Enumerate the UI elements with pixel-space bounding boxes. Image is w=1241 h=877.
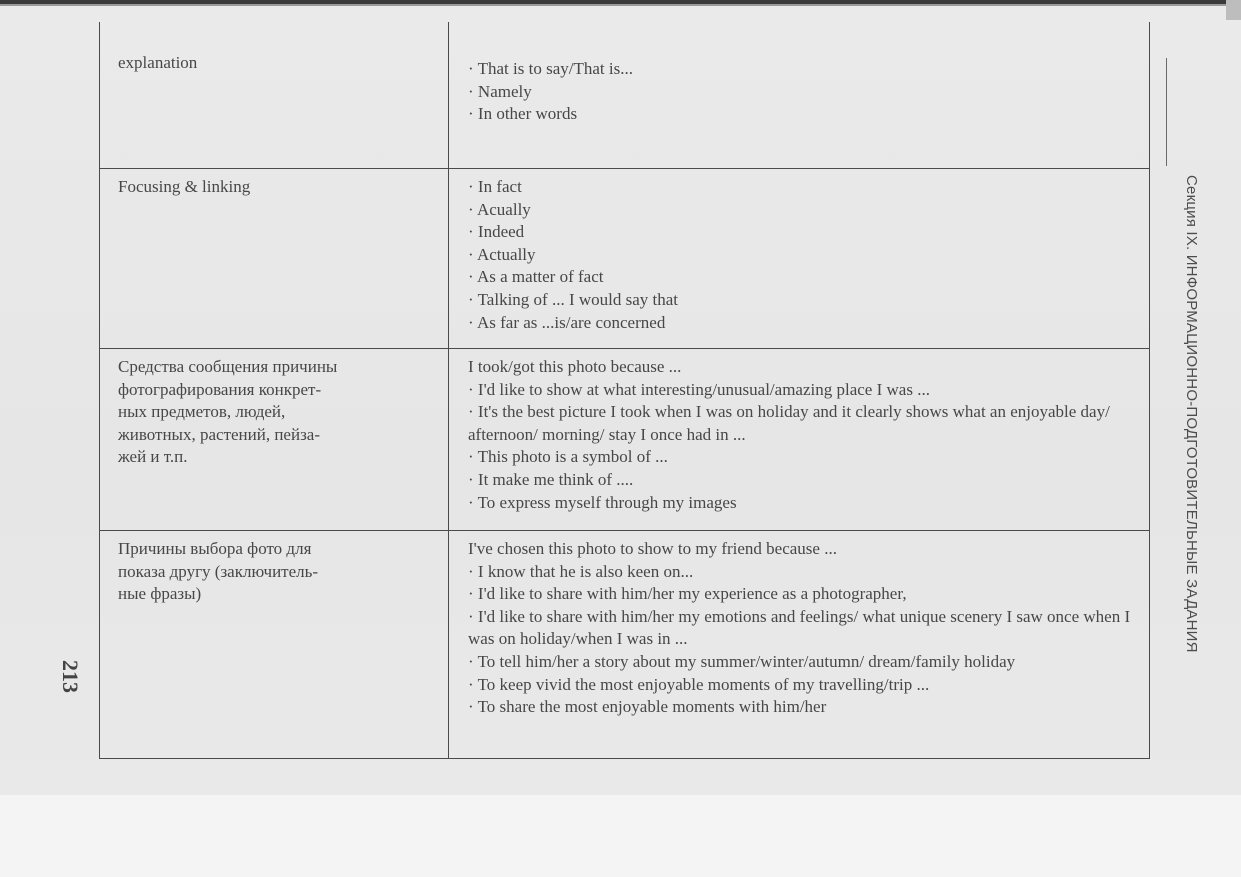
row-label: [100, 22, 449, 169]
table-row: [100, 349, 1150, 531]
list-item: · Actually: [468, 244, 1131, 267]
label-text: жей и т.п.: [118, 447, 188, 467]
list-item: · In other words: [468, 103, 1131, 126]
row-content: [449, 531, 1150, 759]
row-content: [449, 22, 1150, 169]
list-item: · This photo is a symbol of ...: [468, 446, 1131, 469]
label-text: ные фразы): [118, 584, 202, 604]
row-label: [100, 169, 449, 349]
list-item: · To tell him/her a story about my summer/winter/autumn/ dream/family holiday: [468, 651, 1131, 674]
list-item: · To share the most enjoyable moments with him/her: [468, 696, 1131, 719]
list-item: · It make me think of ....: [468, 469, 1131, 492]
page-corner: [1226, 0, 1241, 20]
row-content: [449, 349, 1150, 531]
label-text: ных предметов, людей,: [118, 402, 286, 422]
table-row: [100, 22, 1150, 169]
label-text: explanation: [118, 53, 198, 72]
list-item: · To express myself through my images: [468, 492, 1131, 515]
list-item: · Namely: [468, 81, 1131, 104]
label-text: животных, растений, пейза-: [118, 424, 320, 444]
list-item: · I'd like to share with him/her my emotions and feelings/ what unique scenery I saw once when I was on holiday/when I was in ...: [468, 606, 1131, 651]
row-content: [449, 169, 1150, 349]
list-item: · I know that he is also keen on...: [468, 561, 1131, 584]
table-row: [100, 169, 1150, 349]
list-item: · To keep vivid the most enjoyable moments of my travelling/trip ...: [468, 674, 1131, 697]
table-row: [100, 531, 1150, 759]
list-item: · I'd like to share with him/her my experience as a photographer,: [468, 583, 1131, 606]
row-label: [100, 531, 449, 759]
side-rule: [1166, 58, 1167, 166]
label-text: Причины выбора фото для: [118, 539, 312, 558]
intro-text: I've chosen this photo to show to my friend because ...: [468, 539, 837, 558]
page-number: 213: [58, 660, 83, 693]
label-text: Средства сообщения причины: [118, 357, 338, 376]
list-item: · Indeed: [468, 221, 1131, 244]
phrases-table: [99, 22, 1150, 759]
list-item: · That is to say/That is...: [468, 58, 1131, 81]
list-item: · Acually: [468, 199, 1131, 222]
row-label: [100, 349, 449, 531]
label-text: фотографирования конкрет-: [118, 379, 322, 399]
list-item: · I'd like to show at what interesting/unusual/amazing place I was ...: [468, 379, 1131, 402]
list-item: · Talking of ... I would say that: [468, 289, 1131, 312]
list-item: · As a matter of fact: [468, 266, 1131, 289]
section-header: Секция IX. ИНФОРМАЦИОННО-ПОДГОТОВИТЕЛЬНЫЕ ЗАДАНИЯ: [1183, 175, 1200, 653]
label-text: Focusing & linking: [118, 177, 251, 196]
label-text: показа другу (заключитель-: [118, 561, 319, 581]
list-item: · In fact: [468, 176, 1131, 199]
list-item: · It's the best picture I took when I was on holiday and it clearly shows what an enjoyable day/ afternoon/ morning/ stay I once had in ...: [468, 401, 1131, 446]
intro-text: I took/got this photo because ...: [468, 357, 682, 376]
top-edge-shadow: [0, 4, 1241, 6]
list-item: · As far as ...is/are concerned: [468, 312, 1131, 335]
